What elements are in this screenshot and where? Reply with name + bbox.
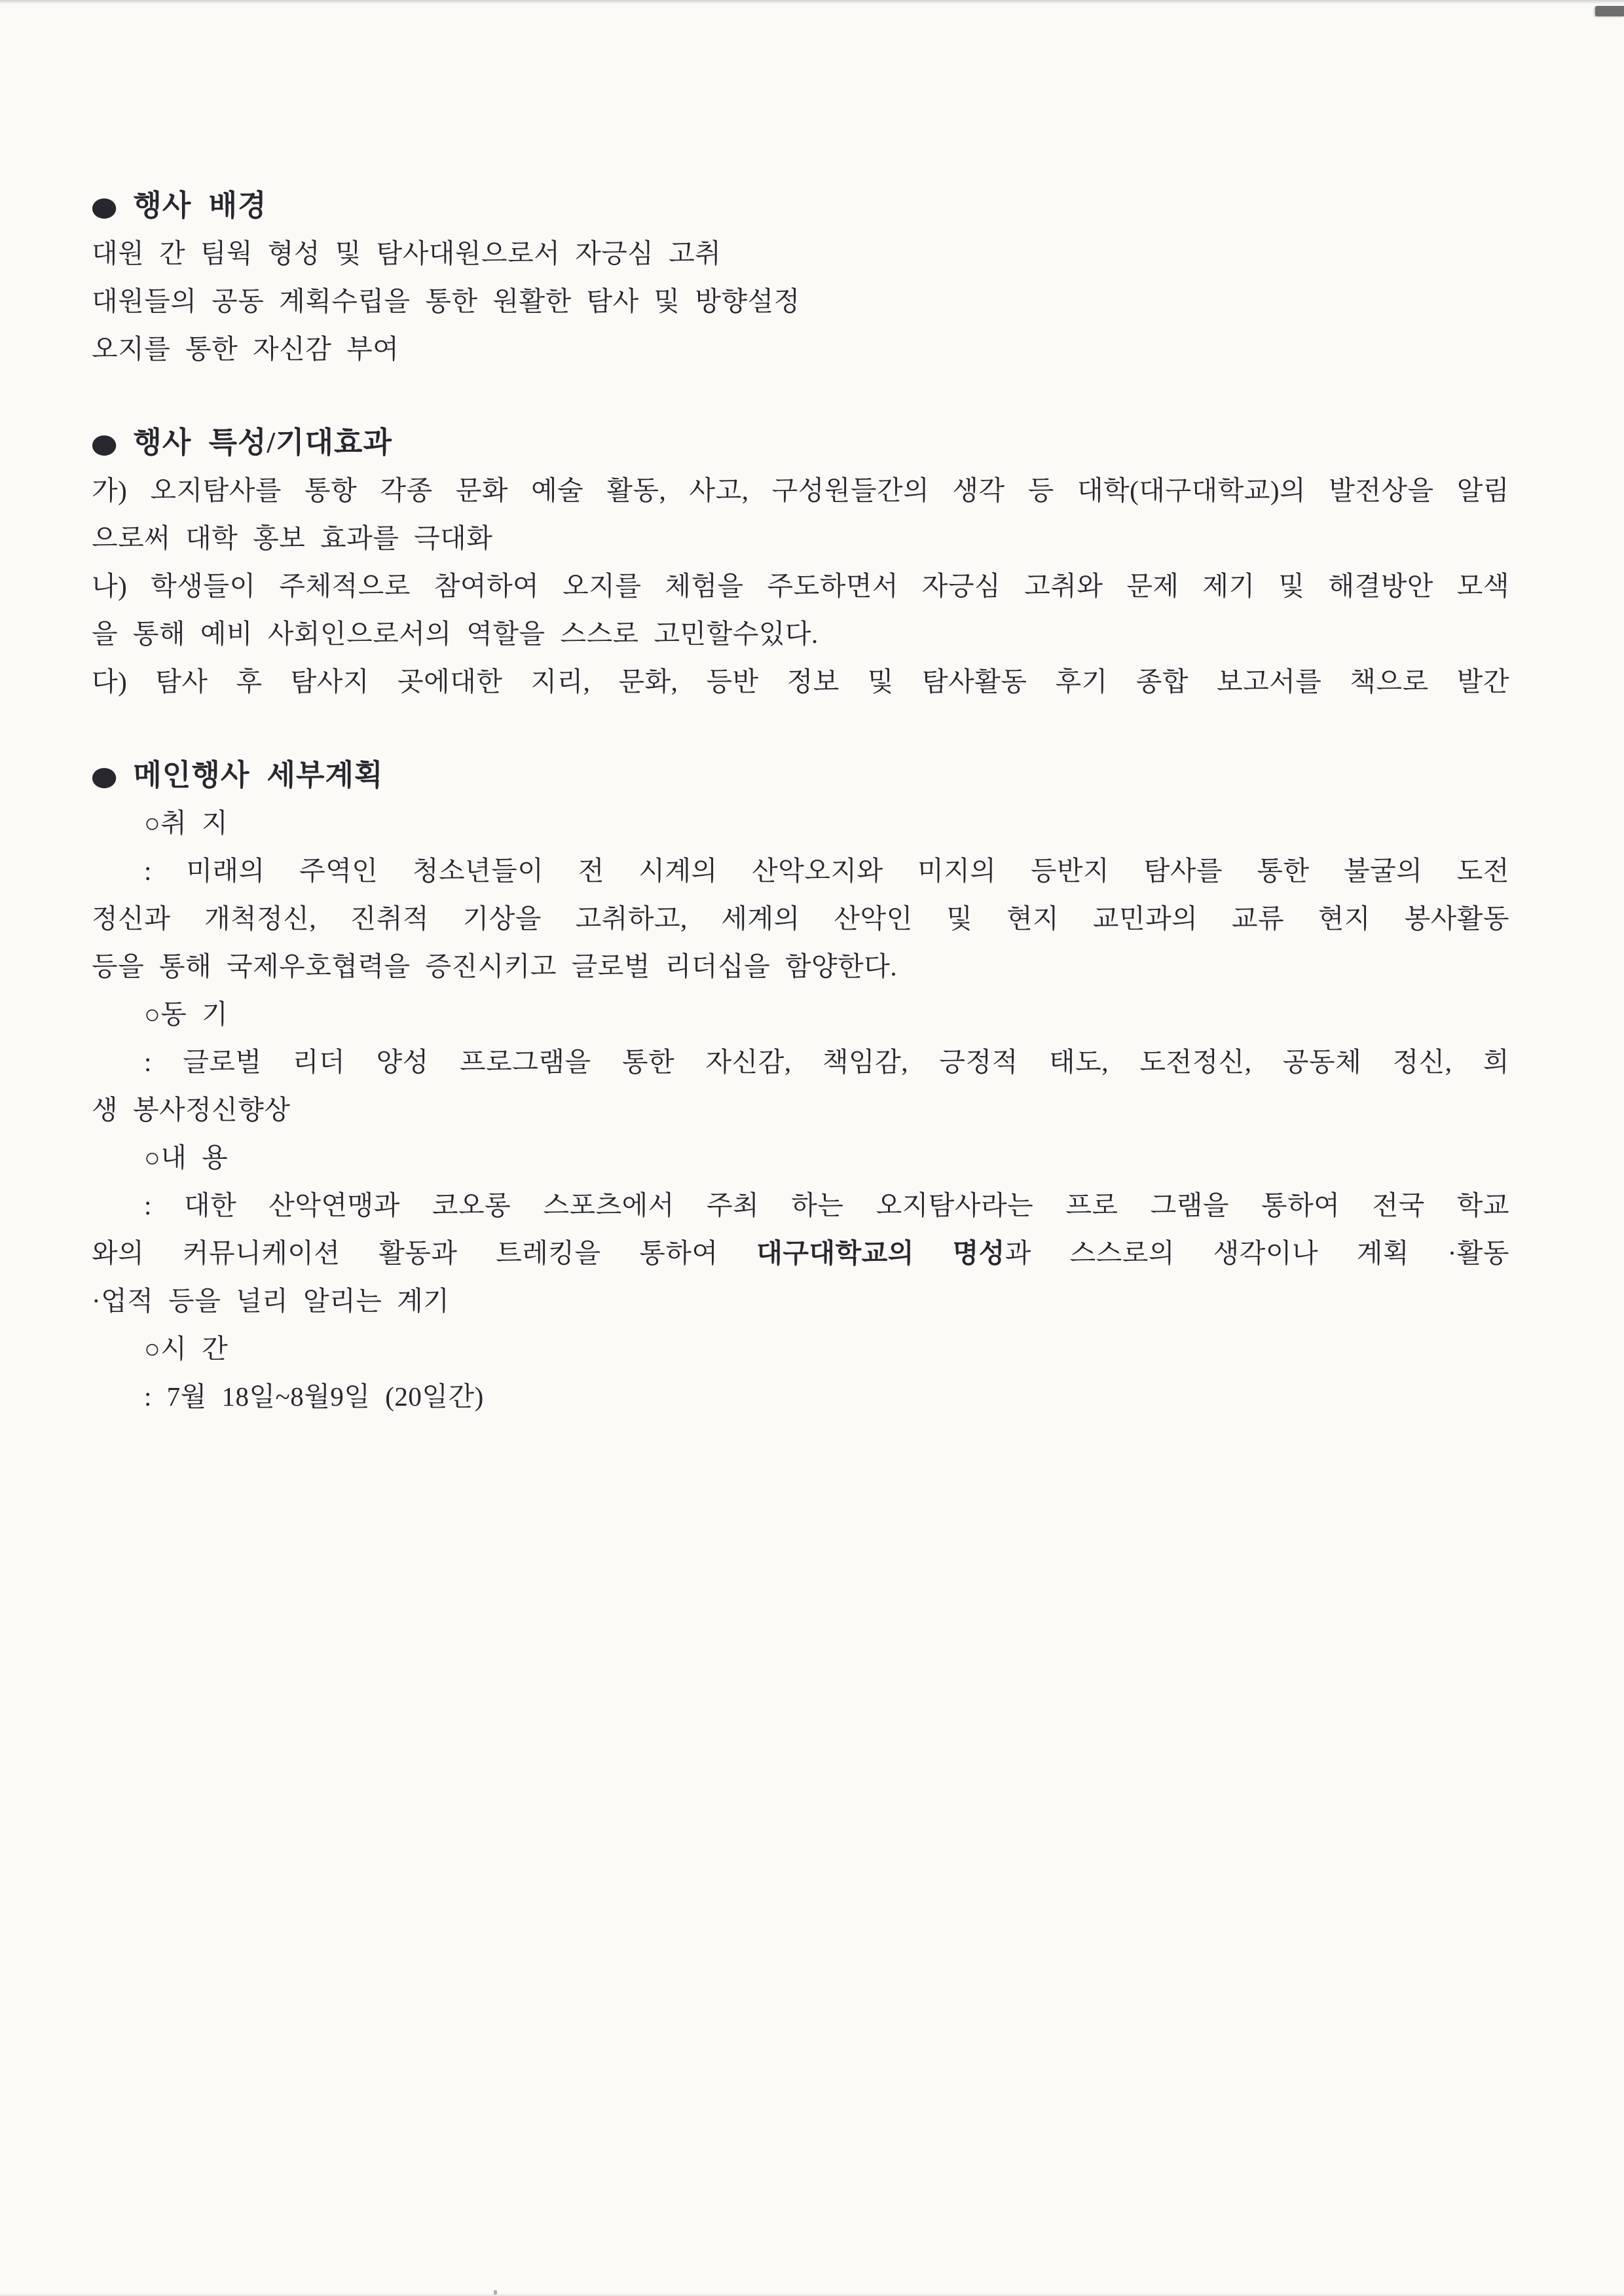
text-line-time-1: : 7월 18일~8월9일 (20일간): [144, 1381, 484, 1412]
section-heading: [92, 752, 1509, 799]
content-2-post: 과 스스로의 생각이나 계획 ·활동: [1005, 1238, 1510, 1268]
section-title: 행사 배경: [133, 189, 267, 222]
sub-label-motive: ○동 기: [144, 999, 229, 1029]
scanner-corner-mark: [1595, 6, 1624, 16]
section-title: 메인행사 세부계획: [133, 759, 384, 792]
section-event-characteristics: [92, 419, 1509, 706]
text-line-purpose-3: 등을 통해 국제우호협력을 증진시키고 글로벌 리더십을 함양한다.: [92, 951, 898, 981]
scan-bottom-shadow: [0, 2293, 1624, 2296]
content-2-pre: 와의 커뮤니케이션 활동과 트레킹을 통하여: [92, 1238, 757, 1268]
bullet-icon: ●: [90, 191, 119, 222]
section-title: 행사 특성/기대효과: [133, 426, 392, 459]
scan-edge-shadow: [0, 0, 1624, 4]
bullet-icon: ●: [90, 428, 119, 459]
text-line-item-da: 다) 탐사 후 탐사지 곳에대한 지리, 문화, 등반 정보 및 탐사활동 후기 종합 보고서를 책으로 발간: [92, 666, 1509, 697]
text-line-item-ga: 가) 오지탐사를 통항 각종 문화 예술 활동, 사고, 구성원들간의 생각 등 대학(대구대학교)의 발전상을 알림: [92, 475, 1509, 505]
section-heading: [92, 182, 1509, 230]
sub-label-content: ○내 용: [144, 1142, 229, 1173]
sub-label-time: ○시 간: [144, 1334, 229, 1364]
section-main-event-plan: [92, 752, 1509, 1421]
bullet-icon: ●: [90, 761, 119, 792]
text-line-joint-planning: 대원들의 공동 계획수립을 통한 원활한 탐사 및 방향설정: [92, 286, 800, 316]
sub-label-purpose: ○취 지: [144, 808, 229, 838]
text-line-motive-2: 생 봉사정신향상: [92, 1095, 291, 1125]
text-line-purpose-2: 정신과 개척정신, 진취적 기상을 고취하고, 세계의 산악인 및 현지 교민과의 교류 현지 봉사활동: [92, 903, 1509, 934]
section-event-background: [92, 182, 1509, 373]
text-line-content-2: [92, 1230, 1509, 1277]
text-line-item-ga-cont: 으로써 대학 홍보 효과를 극대화: [92, 523, 493, 553]
text-line-confidence: 오지를 통한 자신감 부여: [92, 334, 399, 364]
text-line-team-building: 대원 간 팀웍 형성 및 탐사대원으로서 자긍심 고취: [92, 238, 722, 268]
text-line-item-na: 나) 학생들이 주체적으로 참여하여 오지를 체험을 주도하면서 자긍심 고취와 문제 제기 및 해결방안 모색: [92, 571, 1509, 601]
text-line-purpose-1: : 미래의 주역인 청소년들이 전 시계의 산악오지와 미지의 등반지 탐사를 통한 불굴의 도전: [144, 856, 1509, 886]
content-2-bold-university-name: 대구대학교의 명성: [756, 1238, 1005, 1268]
text-line-content-3: ·업적 등을 널리 알리는 계기: [92, 1286, 450, 1316]
text-line-item-na-cont: 을 통해 예비 사회인으로서의 역할을 스스로 고민할수있다.: [92, 619, 819, 649]
text-line-motive-1: : 글로벌 리더 양성 프로그램을 통한 자신감, 책임감, 긍정적 태도, 도전정신, 공동체 정신, 희: [144, 1047, 1509, 1077]
section-heading: [92, 419, 1509, 467]
text-line-content-1: : 대한 산악연맹과 코오롱 스포츠에서 주최 하는 오지탐사라는 프로 그램을 통하여 전국 학교: [144, 1190, 1509, 1220]
document-body: [92, 182, 1509, 1421]
